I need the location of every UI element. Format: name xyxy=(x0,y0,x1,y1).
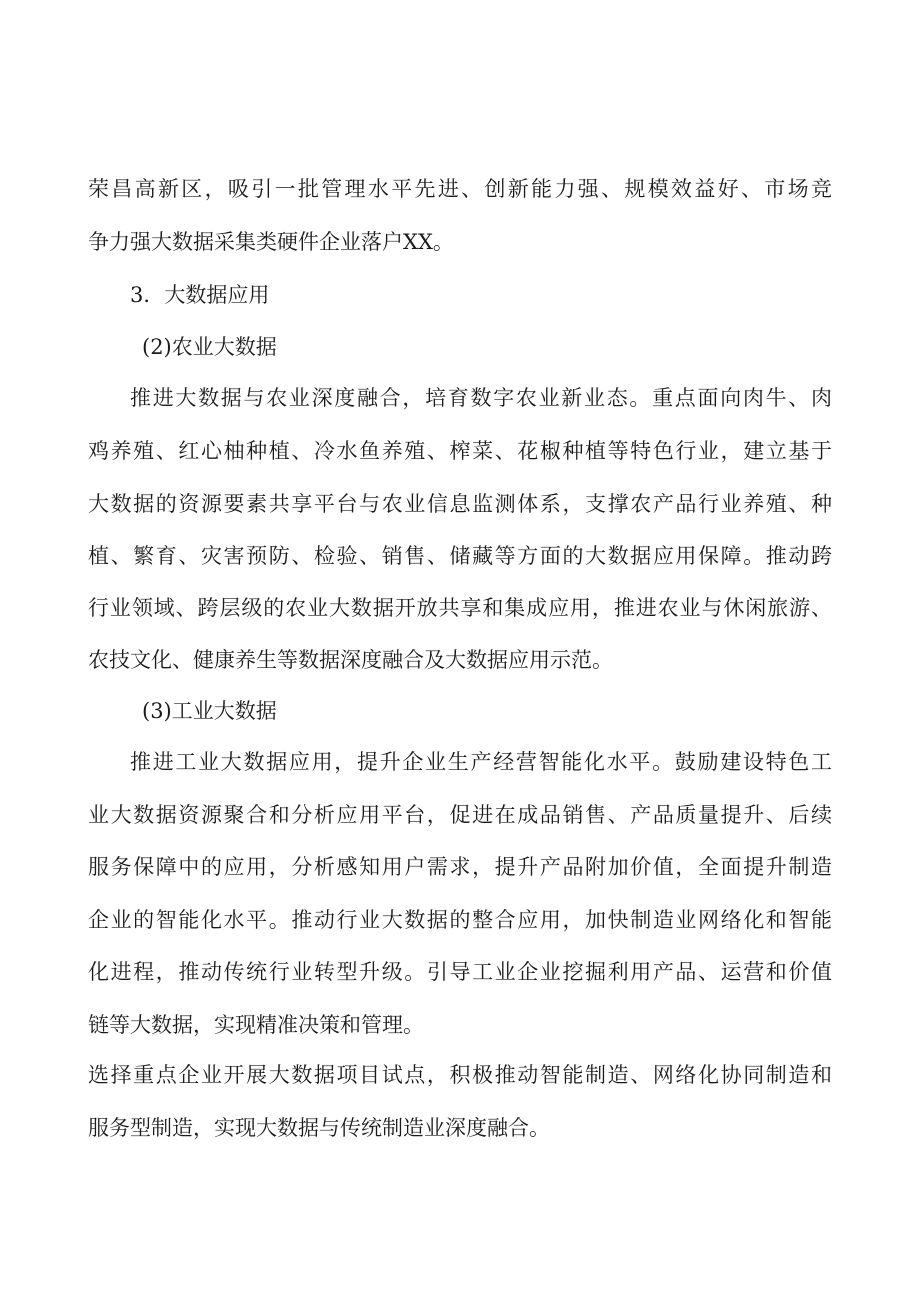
text-line: 行业领域、跨层级的农业大数据开放共享和集成应用，推进农业与休闲旅游、 xyxy=(88,596,832,620)
text-line: 企业的智能化水平。推动行业大数据的整合应用，加快制造业网络化和智能 xyxy=(88,908,832,932)
text-line: 植、繁育、灾害预防、检验、销售、储藏等方面的大数据应用保障。推动跨 xyxy=(88,544,832,568)
text-line: 农技文化、健康养生等数据深度融合及大数据应用示范。 xyxy=(88,648,613,672)
text-line: 业大数据资源聚合和分析应用平台，促进在成品销售、产品质量提升、后续 xyxy=(88,803,832,827)
section-heading: 3．大数据应用 xyxy=(130,283,270,307)
text-line: 链等大数据，实现精准决策和管理。 xyxy=(88,1013,424,1037)
text-line: 大数据的资源要素共享平台与农业信息监测体系，支撑农产品行业养殖、种 xyxy=(88,492,832,516)
text-line: 服务型制造，实现大数据与传统制造业深度融合。 xyxy=(88,1116,550,1140)
text-line: 化进程，推动传统行业转型升级。引导工业企业挖掘利用产品、运营和价值 xyxy=(88,960,832,984)
text-line: 鸡养殖、红心柚种植、冷水鱼养殖、榨菜、花椒种植等特色行业，建立基于 xyxy=(88,439,832,463)
subsection-heading: (3)工业大数据 xyxy=(142,699,277,723)
text-line: 服务保障中的应用，分析感知用户需求，提升产品附加价值，全面提升制造 xyxy=(88,855,832,879)
text-line: 争力强大数据采集类硬件企业落户XX。 xyxy=(88,230,454,254)
text-line: 选择重点企业开展大数据项目试点，积极推动智能制造、网络化协同制造和 xyxy=(88,1063,832,1087)
subsection-heading: (2)农业大数据 xyxy=(142,335,277,359)
text-line: 荣昌高新区，吸引一批管理水平先进、创新能力强、规模效益好、市场竞 xyxy=(88,177,832,201)
text-line: 推进工业大数据应用，提升企业生产经营智能化水平。鼓励建设特色工 xyxy=(130,750,832,774)
text-line: 推进大数据与农业深度融合，培育数字农业新业态。重点面向肉牛、肉 xyxy=(130,386,832,410)
